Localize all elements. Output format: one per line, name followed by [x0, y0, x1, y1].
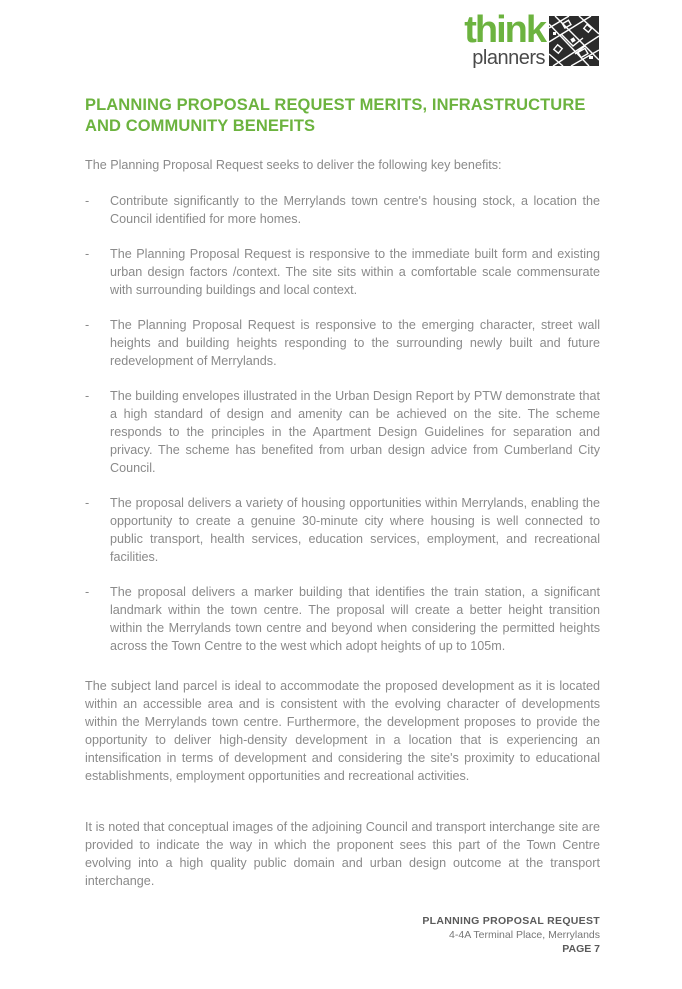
logo-word-think: think — [464, 9, 545, 51]
benefits-list — [85, 192, 600, 672]
list-item — [85, 192, 600, 228]
list-item-text: Contribute significantly to the Merrylands town centre's housing stock, a location the Council identified for more homes. — [110, 194, 600, 226]
think-planners-logo — [449, 9, 601, 70]
footer-title: PLANNING PROPOSAL REQUEST — [422, 915, 600, 927]
footer-address: 4-4A Terminal Place, Merrylands — [449, 929, 600, 941]
list-item-text: The proposal delivers a marker building that identifies the train station, a significant landmark within the town centre. The proposal will create a better height transition within the Merrylands town centre and beyond when considering the permitted heights across the Town Centre to the west which adopt heights of up to 105m. — [110, 585, 600, 653]
list-item-text: The building envelopes illustrated in the Urban Design Report by PTW demonstrate that a high standard of design and amenity can be achieved on the site. The scheme responds to the principles in the Apartment Design Guidelines for separation and privacy. The scheme has benefited from urban design advice from Cumberland City Council. — [110, 389, 600, 475]
bullet-dash: - — [85, 247, 90, 261]
bullet-dash: - — [85, 496, 90, 510]
list-item — [85, 583, 600, 655]
list-item — [85, 387, 600, 477]
bullet-dash: - — [85, 194, 90, 208]
list-item-text: The Planning Proposal Request is responsive to the emerging character, street wall heights and building heights responding to the surrounding newly built and future redevelopment of Merrylands. — [110, 318, 600, 368]
page-footer — [422, 914, 600, 956]
list-item — [85, 245, 600, 299]
body-paragraph: The subject land parcel is ideal to accommodate the proposed development as it is located within an accessible area and is consistent with the evolving character of developments within the Merrylands town centre. Furthermore, the development proposes to provide the opportunity to deliver high-density development in a location that is experiencing an intensification in terms of development and considering the site's proximity to educational establishments, employment opportunities and recreational activities. — [85, 679, 600, 783]
bullet-dash: - — [85, 318, 90, 332]
list-item-text: The proposal delivers a variety of housing opportunities within Merrylands, enabling the opportunity to create a genuine 30-minute city where housing is well connected to public transport, health services, education services, employment, and recreational facilities. — [110, 496, 600, 564]
page-number: PAGE 7 — [562, 943, 600, 955]
list-item-text: The Planning Proposal Request is responsive to the immediate built form and existing urban design factors /context. The site sits within a comfortable scale commensurate with surrounding buildings and local context. — [110, 247, 600, 297]
bullet-dash: - — [85, 389, 90, 403]
body-paragraph: It is noted that conceptual images of the adjoining Council and transport interchange site are provided to indicate the way in which the proponent sees this part of the Town Centre evolving into a high quality public domain and urban design outcome at the transport interchange. — [85, 820, 600, 888]
intro-text: The Planning Proposal Request seeks to deliver the following key benefits: — [85, 158, 502, 172]
list-item — [85, 494, 600, 566]
bullet-dash: - — [85, 585, 90, 599]
list-item — [85, 316, 600, 370]
logo-word-planners: planners — [472, 47, 545, 69]
aerial-map-icon — [549, 16, 599, 66]
page-title: PLANNING PROPOSAL REQUEST MERITS, INFRASTRUCTURE AND COMMUNITY BENEFITS — [85, 96, 586, 135]
